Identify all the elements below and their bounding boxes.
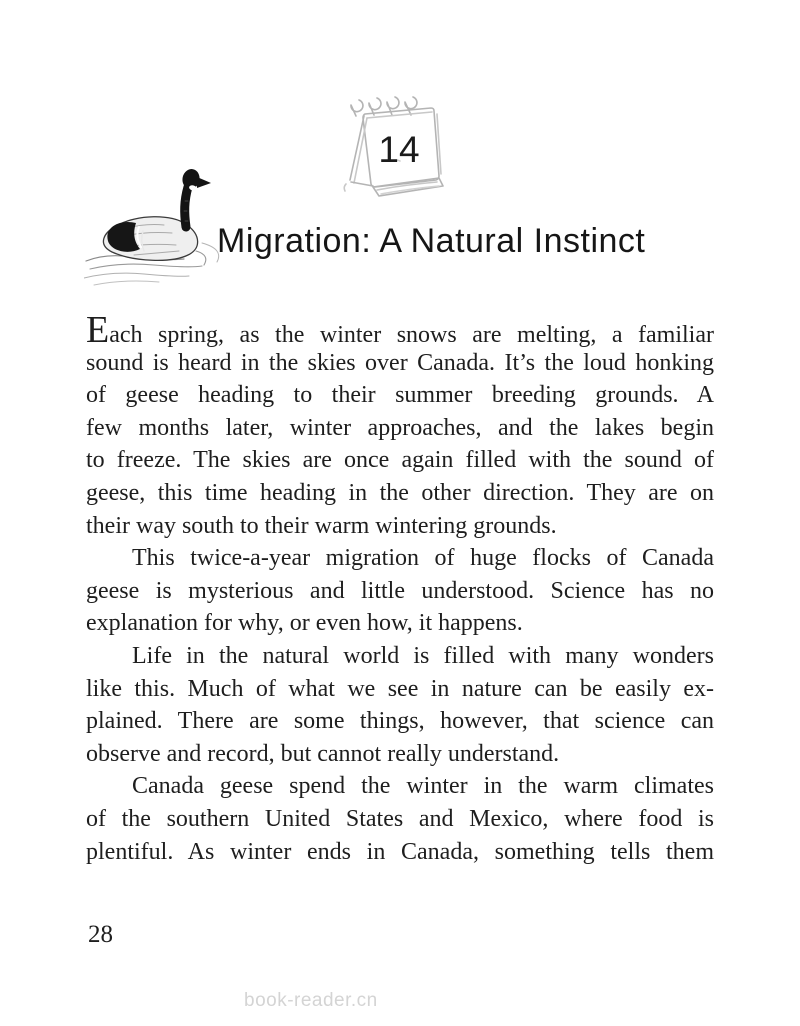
text-line-content: ach spring, as the winter snows are melting, a familiar: [109, 322, 714, 348]
calendar-sketch-icon: [333, 88, 453, 206]
text-line: few months later, winter approaches, and the lakes begin: [86, 414, 714, 441]
drop-cap: E: [86, 309, 110, 351]
chapter-number: 14: [378, 129, 420, 170]
goose-illustration: [84, 163, 234, 291]
text-line: their way south to their warm wintering grounds.: [86, 512, 557, 539]
text-line: observe and record, but cannot really understand.: [86, 740, 560, 767]
text-line: Canada geese spend the winter in the warm climates: [132, 773, 714, 800]
text-line: Life in the natural world is filled with many wonders: [132, 642, 714, 669]
text-line: geese is mysterious and little understood. Science has no: [86, 577, 714, 604]
chapter-title: Migration: A Natural Instinct: [217, 222, 646, 260]
text-line: like this. Much of what we see in nature can be easily ex-: [86, 675, 714, 702]
text-line: plentiful. As winter ends in Canada, something tells them: [86, 838, 714, 865]
text-line: to freeze. The skies are once again filled with the sound of: [86, 447, 714, 474]
text-line: geese, this time heading in the other direction. They are on: [86, 479, 714, 506]
text-line: plained. There are some things, however, that science can: [86, 708, 714, 735]
text-line: of geese heading to their summer breeding grounds. A: [86, 382, 714, 409]
page-number: 28: [88, 921, 113, 948]
text-line: explanation for why, or even how, it happens.: [86, 610, 523, 637]
watermark: book-reader.cn: [244, 990, 378, 1011]
text-line: This twice-a-year migration of huge flocks of Canada: [132, 545, 714, 572]
text-line: [86, 309, 714, 351]
body-text: [86, 309, 714, 868]
text-line: of the southern United States and Mexico, where food is: [86, 805, 714, 832]
text-line: sound is heard in the skies over Canada. It’s the loud honking: [86, 349, 714, 376]
